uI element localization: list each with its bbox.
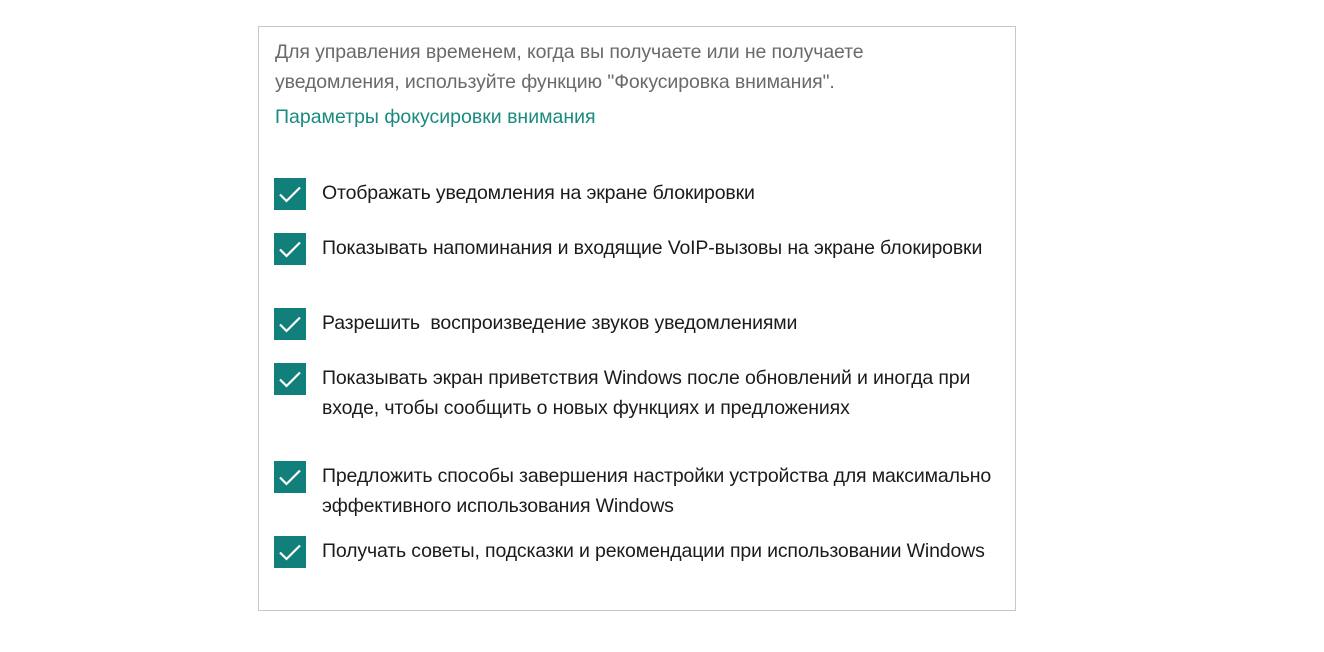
checkmark-icon bbox=[274, 233, 306, 265]
option-label: Разрешить воспроизведение звуков уведомлениями bbox=[322, 312, 798, 334]
option-label: Отображать уведомления на экране блокировки bbox=[322, 182, 755, 204]
checkmark-icon bbox=[274, 536, 306, 568]
intro-text bbox=[275, 37, 1005, 97]
lock-screen-notifications-checkbox[interactable] bbox=[274, 178, 306, 210]
option-label: Получать советы, подсказки и рекомендации при использовании Windows bbox=[322, 540, 985, 562]
checkmark-icon bbox=[274, 308, 306, 340]
checkmark-icon bbox=[274, 363, 306, 395]
welcome-experience-checkbox[interactable] bbox=[274, 363, 306, 395]
focus-assist-settings-link[interactable]: Параметры фокусировки внимания bbox=[275, 106, 596, 128]
option-label: Показывать экран приветствия Windows после обновлений и иногда при входе, чтобы сообщить о новых функциях и предложениях bbox=[322, 367, 976, 419]
option-label: Предложить способы завершения настройки устройства для максимально эффективного использования Windows bbox=[322, 465, 997, 517]
reminders-voip-checkbox[interactable] bbox=[274, 233, 306, 265]
checkmark-icon bbox=[274, 178, 306, 210]
notifications-panel bbox=[258, 26, 1016, 611]
tips-tricks-checkbox[interactable] bbox=[274, 536, 306, 568]
checkmark-icon bbox=[274, 461, 306, 493]
notification-sounds-checkbox[interactable] bbox=[274, 308, 306, 340]
intro-line-1: Для управления временем, когда вы получаете или не получаете bbox=[275, 41, 864, 63]
finish-device-setup-checkbox[interactable] bbox=[274, 461, 306, 493]
option-label: Показывать напоминания и входящие VoIP-вызовы на экране блокировки bbox=[322, 237, 983, 259]
intro-line-2: уведомления, используйте функцию "Фокусировка внимания". bbox=[275, 71, 835, 93]
